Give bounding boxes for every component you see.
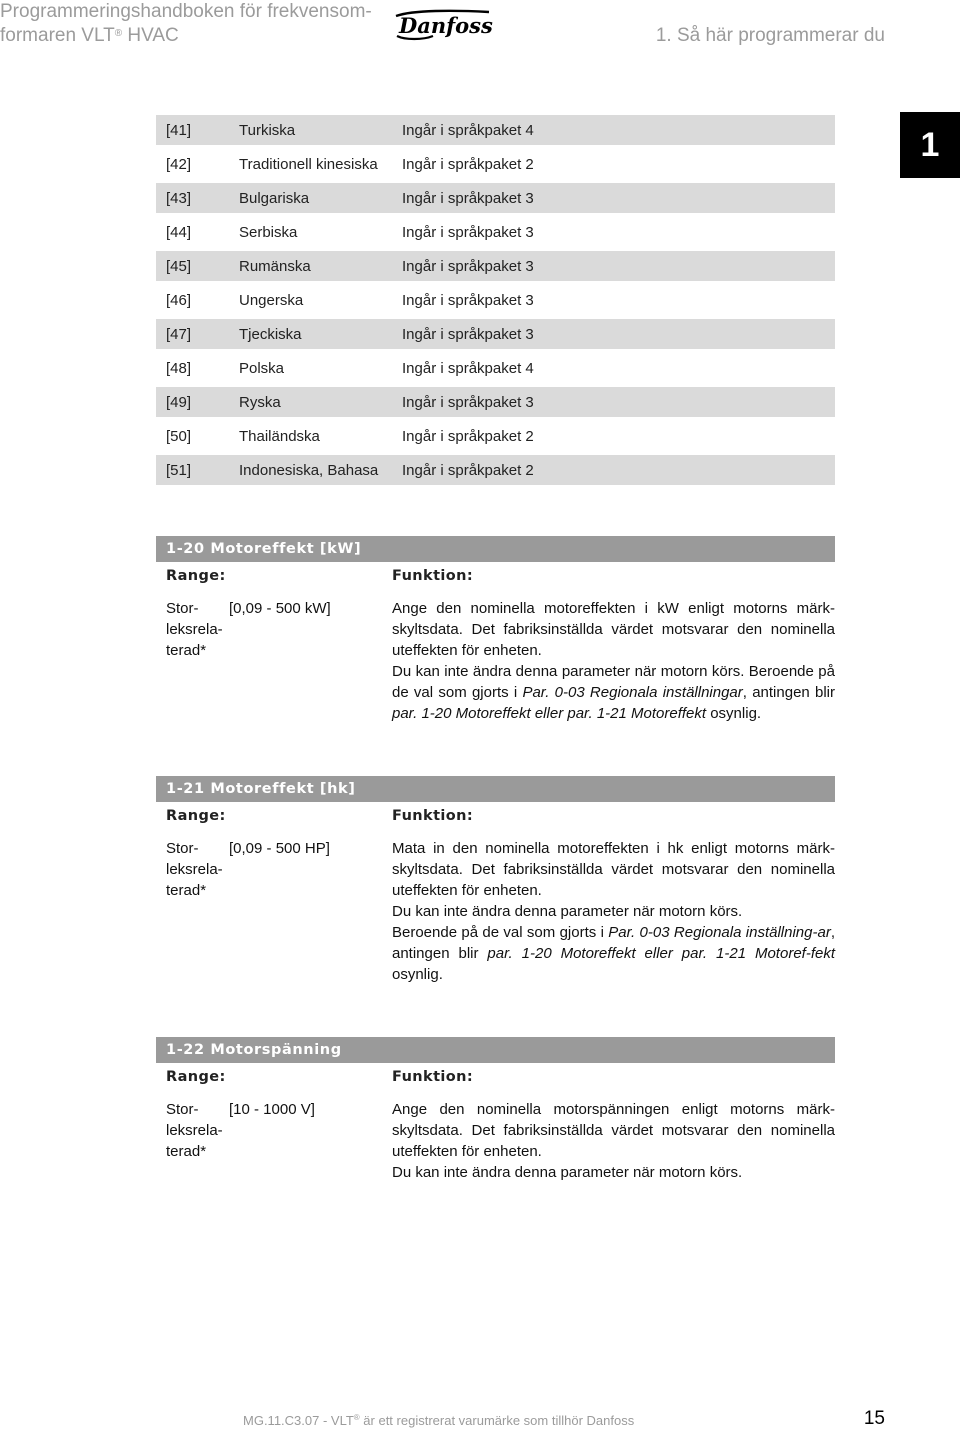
option-name: Stor- leksrela- terad*: [166, 600, 223, 659]
section-labels: [156, 802, 835, 828]
function-label: Funktion:: [392, 568, 474, 584]
lang-name: Tjeckiska: [239, 319, 402, 349]
option-range: [0,09 - 500 HP]: [229, 840, 330, 857]
param-reference: par. 1-20 Motoreffekt eller par. 1-21 Motoref-fekt: [487, 945, 835, 962]
lang-package: Ingår i språkpaket 3: [402, 251, 835, 281]
table-row: [156, 183, 835, 213]
table-row: [156, 217, 835, 247]
table-row: [156, 421, 835, 451]
lang-code: [51]: [156, 455, 239, 485]
lang-code: [49]: [156, 387, 239, 417]
table-row: [156, 353, 835, 383]
table-row: [156, 455, 835, 485]
option-range: [0,09 - 500 kW]: [229, 600, 331, 617]
function-label: Funktion:: [392, 808, 474, 824]
range-label: Range:: [166, 808, 226, 824]
lang-package: Ingår i språkpaket 4: [402, 359, 534, 377]
document-title-line2: formaren VLT® HVAC: [0, 25, 179, 46]
lang-package: Ingår i språkpaket 3: [402, 223, 534, 241]
parameter-title: 1-20 Motoreffekt [kW]: [156, 536, 835, 562]
parameter-title: 1-22 Motorspänning: [156, 1037, 835, 1063]
lang-name: Ryska: [239, 387, 402, 417]
lang-code: [46]: [166, 291, 192, 309]
lang-name: Ungerska: [239, 291, 304, 309]
table-row: [156, 319, 835, 349]
lang-code: [50]: [166, 427, 192, 445]
lang-name: Turkiska: [239, 115, 402, 145]
lang-code: [45]: [156, 251, 239, 281]
function-text: Ange den nominella motorspänningen enligt motorns märk-skyltsdata. Det fabriksinställda värdet motsvarar den nominella uteffekten för enheten. Du kan inte ändra denna parameter när motorn körs.: [392, 1101, 835, 1181]
range-label: Range:: [166, 568, 226, 584]
parameter-section-1-22: [156, 1037, 835, 1181]
function-text: Mata in den nominella motoreffekten i hk enligt motorns märk-skyltsdata. Det fabriksinställda värdet motsvarar den nominella uteffekten för enheten. Du kan inte ändra denna parameter när motorn körs. Beroende på de val som gjorts i Par. 0-03 Regionala inställning-ar, antingen blir par. 1-20 Motoreffekt eller par. 1-21 Motoref-fekt osynlig.: [392, 840, 835, 983]
section-labels: [156, 562, 835, 588]
lang-package: Ingår i språkpaket 2: [402, 155, 534, 173]
param-reference: Par. 0-03 Regionala inställningar: [522, 684, 743, 701]
danfoss-logo: [393, 6, 493, 46]
lang-code: [41]: [156, 115, 239, 145]
lang-code: [44]: [166, 223, 192, 241]
range-label: Range:: [166, 1069, 226, 1085]
parameter-title: 1-21 Motoreffekt [hk]: [156, 776, 835, 802]
section-labels: [156, 1063, 835, 1089]
param-reference: Par. 0-03 Regionala inställning-ar: [608, 924, 831, 941]
document-title-line1: Programmeringshandboken för frekvensom-: [0, 1, 372, 22]
option-range: [10 - 1000 V]: [229, 1101, 315, 1118]
lang-code: [42]: [166, 155, 192, 173]
lang-package: Ingår i språkpaket 4: [402, 115, 835, 145]
lang-package: Ingår i språkpaket 3: [402, 319, 835, 349]
option-name: Stor- leksrela- terad*: [166, 1101, 223, 1160]
parameter-section-1-20: [156, 536, 836, 722]
page-number: 15: [863, 1408, 885, 1429]
document-title: [0, 0, 385, 48]
lang-name: Rumänska: [239, 251, 402, 281]
lang-name: Thailändska: [239, 427, 320, 445]
table-row: [156, 251, 835, 281]
logo-text: Danfoss: [399, 13, 493, 38]
lang-package: Ingår i språkpaket 2: [402, 427, 534, 445]
table-row: [156, 387, 835, 417]
language-table: [156, 111, 835, 489]
table-row: [156, 285, 835, 315]
option-name: Stor- leksrela- terad*: [166, 840, 223, 899]
lang-package: Ingår i språkpaket 3: [402, 183, 835, 213]
lang-name: Serbiska: [239, 223, 298, 241]
lang-name: Polska: [239, 359, 285, 377]
function-label: Funktion:: [392, 1069, 474, 1085]
parameter-section-1-21: [156, 776, 835, 983]
lang-package: Ingår i språkpaket 3: [402, 291, 534, 309]
param-reference: par. 1-20 Motoreffekt eller par. 1-21 Motoreffekt: [392, 705, 707, 722]
table-row: [156, 149, 835, 179]
lang-name: Indonesiska, Bahasa: [239, 455, 402, 485]
function-text: Ange den nominella motoreffekten i kW enligt motorns märk-skyltsdata. Det fabriksinställda värdet motsvarar den nominella uteffekten för enheten. Du kan inte ändra denna parameter när motorn körs. Beroende på de val som gjorts i Par. 0-03 Regionala inställningar, antingen blir par. 1-20 Motoreffekt eller par. 1-21 Motoreffekt osynlig.: [392, 600, 836, 722]
lang-code: [47]: [156, 319, 239, 349]
table-row: [156, 115, 835, 145]
lang-name: Traditionell kinesiska: [239, 155, 378, 173]
lang-package: Ingår i språkpaket 3: [402, 387, 835, 417]
footer-trademark: MG.11.C3.07 - VLT® är ett registrerat varumärke som tillhör Danfoss: [243, 1413, 635, 1428]
chapter-tab: 1: [900, 112, 960, 178]
lang-code: [43]: [156, 183, 239, 213]
chapter-title: 1. Så här programmerar du: [655, 25, 885, 46]
lang-package: Ingår i språkpaket 2: [402, 455, 835, 485]
lang-name: Bulgariska: [239, 183, 402, 213]
lang-code: [48]: [166, 359, 192, 377]
